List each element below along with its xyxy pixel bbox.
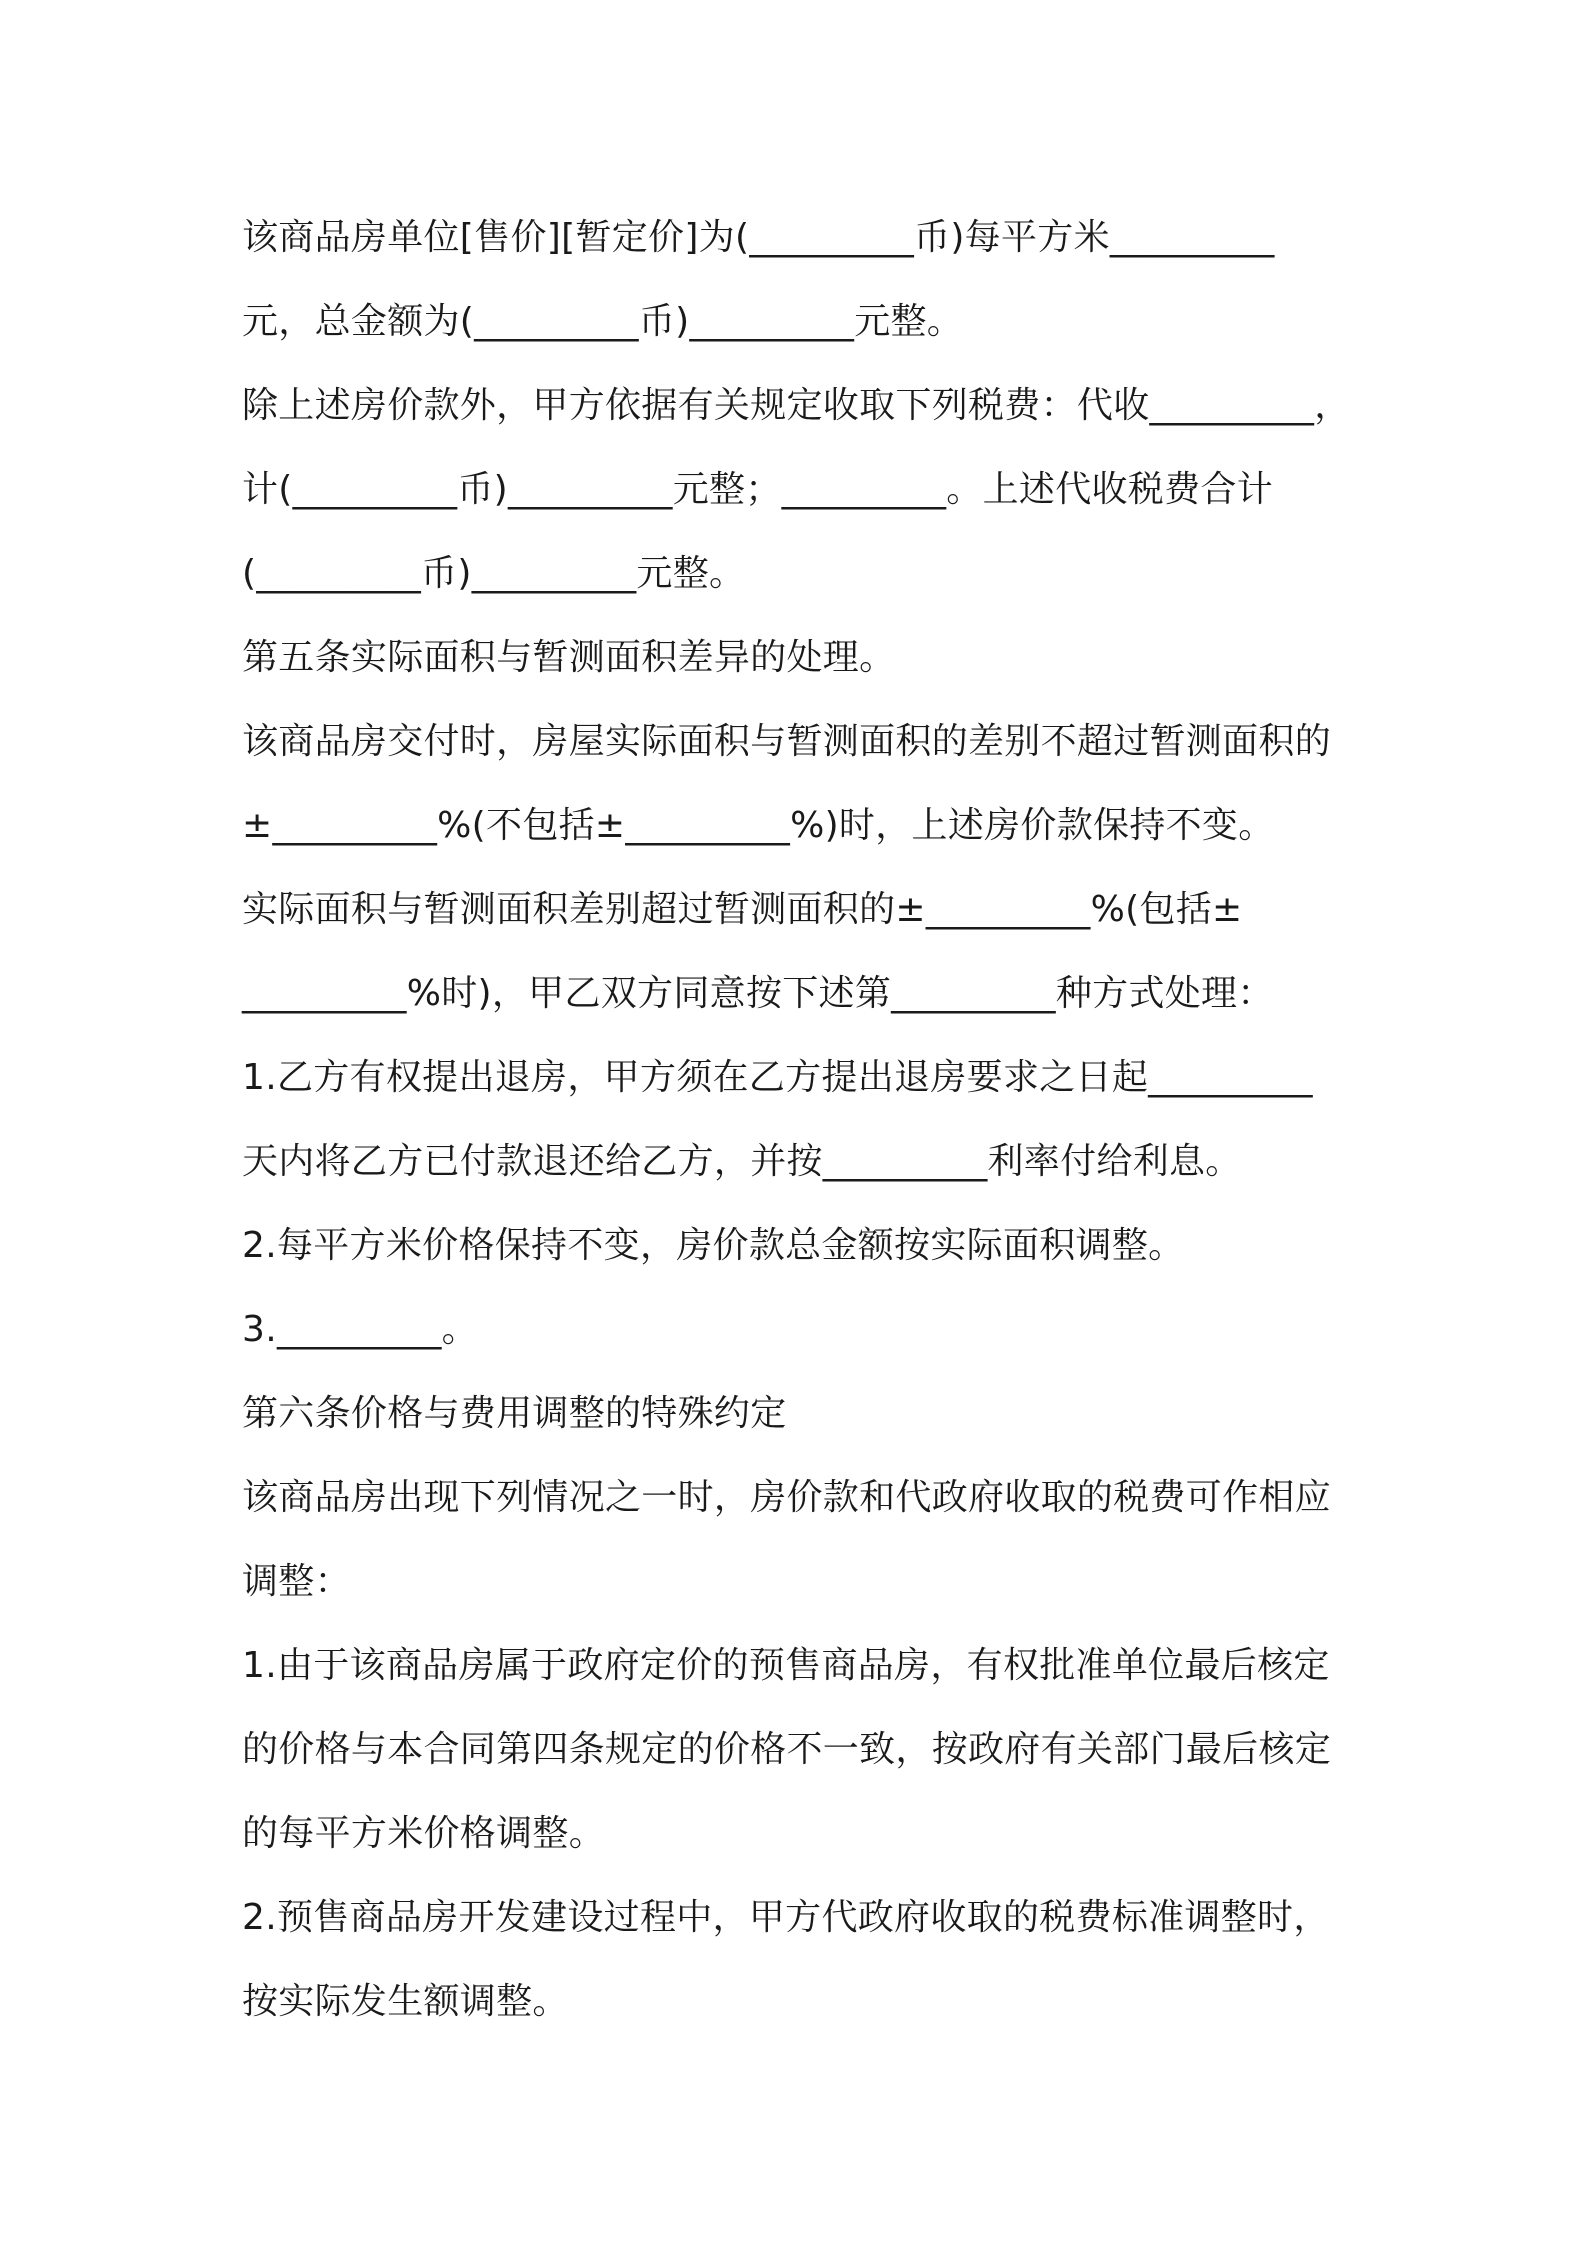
option-3-line: 3._________。: [242, 1309, 478, 1350]
text-line-1: 该商品房单位[售价][暂定价]为(_________币)每平方米_________: [242, 217, 1275, 258]
adjustment-2-line-1: 2.预售商品房开发建设过程中，甲方代政府收取的税费标准调整时，: [242, 1897, 1330, 1938]
text-line-9: 实际面积与暂测面积差别超过暂测面积的±_________%(包括±: [242, 889, 1243, 930]
article-6-heading: 第六条价格与费用调整的特殊约定: [242, 1393, 787, 1434]
text-line-8: ±_________%(不包括±_________%)时，上述房价款保持不变。: [242, 805, 1275, 846]
contract-text: [242, 196, 1362, 2044]
text-line-10: _________%时)，甲乙双方同意按下述第_________种方式处理：: [242, 973, 1274, 1014]
option-2-line: 2.每平方米价格保持不变，房价款总金额按实际面积调整。: [242, 1225, 1185, 1266]
text-line-7: 该商品房交付时，房屋实际面积与暂测面积的差别不超过暂测面积的: [242, 721, 1332, 762]
text-line-2: 元，总金额为(_________币)_________元整。: [242, 301, 964, 342]
text-line-4: 计(_________币)_________元整；_________。上述代收税费合计: [242, 469, 1273, 510]
text-line-17: 调整：: [242, 1561, 351, 1602]
adjustment-2-line-2: 按实际发生额调整。: [242, 1981, 569, 2022]
article-5-heading: 第五条实际面积与暂测面积差异的处理。: [242, 637, 896, 678]
adjustment-1-line-2: 的价格与本合同第四条规定的价格不一致，按政府有关部门最后核定: [242, 1729, 1332, 1770]
adjustment-1-line-1: 1.由于该商品房属于政府定价的预售商品房，有权批准单位最后核定: [242, 1645, 1330, 1686]
adjustment-1-line-3: 的每平方米价格调整。: [242, 1813, 606, 1854]
text-line-16: 该商品房出现下列情况之一时，房价款和代政府收取的税费可作相应: [242, 1477, 1332, 1518]
text-line-5: (_________币)_________元整。: [242, 553, 746, 594]
option-1-line-2: 天内将乙方已付款退还给乙方，并按_________利率付给利息。: [242, 1141, 1242, 1182]
option-1-line-1: 1.乙方有权提出退房，甲方须在乙方提出退房要求之日起_________: [242, 1057, 1313, 1098]
text-line-3: 除上述房价款外，甲方依据有关规定收取下列税费：代收_________，: [242, 385, 1351, 426]
